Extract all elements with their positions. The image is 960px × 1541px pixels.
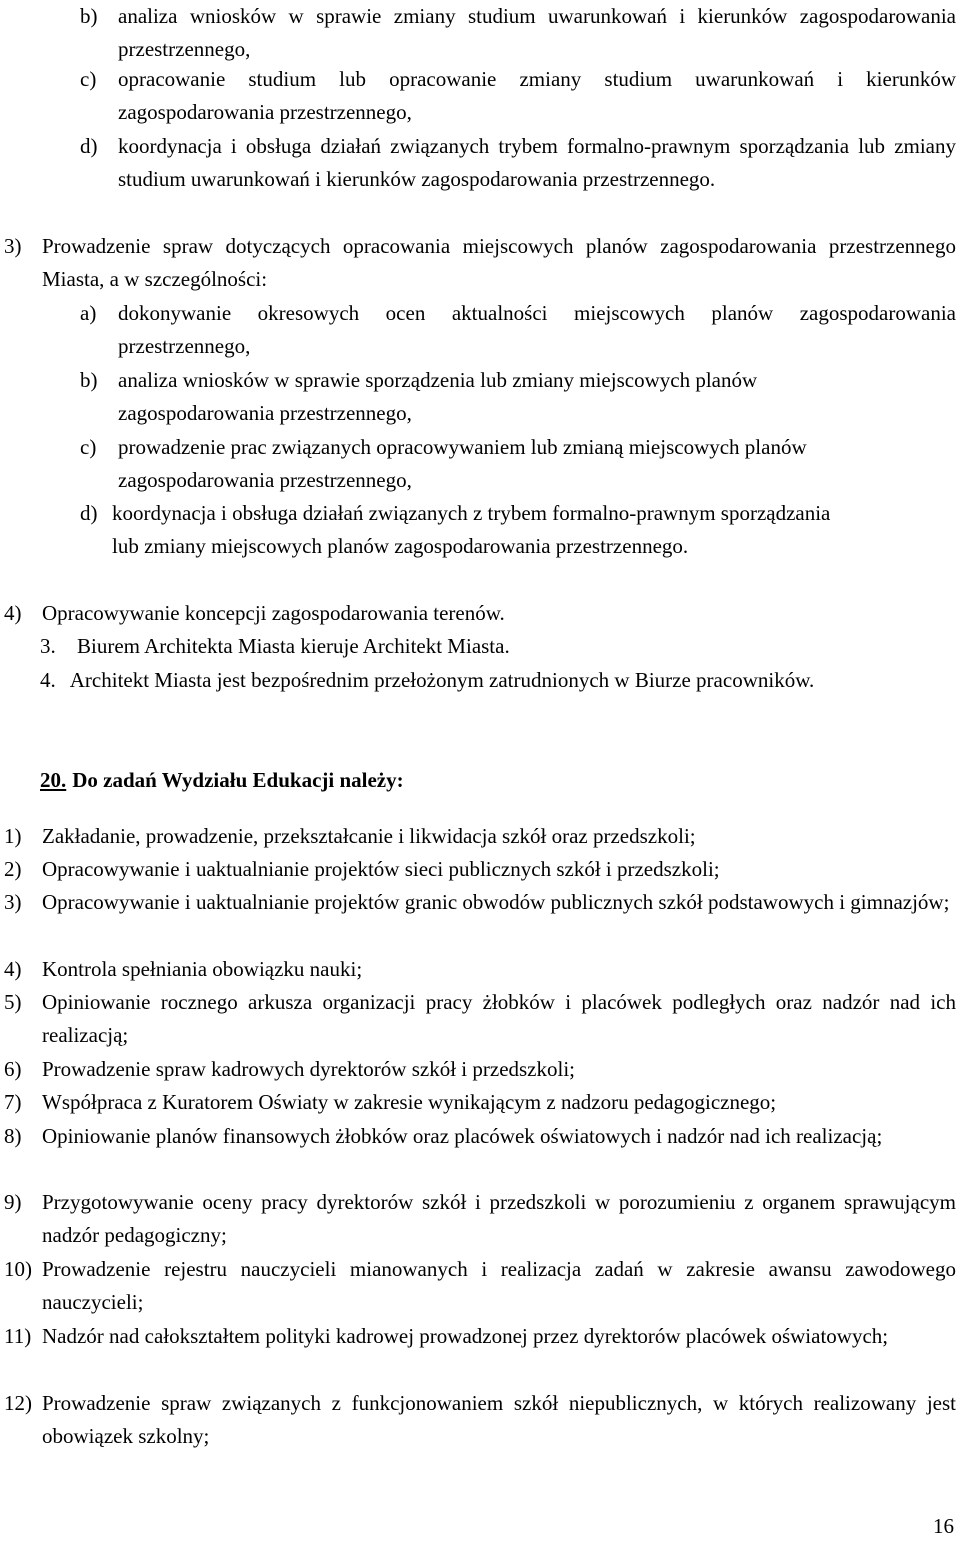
item-text: analiza wniosków w sprawie zmiany studium uwarunkowań i kierunków zagospodarowania przestrzennego, <box>118 4 956 62</box>
item-text: Nadzór nad całokształtem polityki kadrowej prowadzonej przez dyrektorów placówek oświatowych; <box>42 1324 889 1348</box>
list-item <box>4 1120 956 1153</box>
list-item <box>80 364 890 431</box>
item-label: 5) <box>4 990 22 1014</box>
item-label: 6) <box>4 1057 22 1081</box>
item-text: Prowadzenie spraw kadrowych dyrektorów szkół i przedszkoli; <box>42 1057 576 1081</box>
item-text: koordynacja i obsługa działań związanych trybem formalno-prawnym sporządzania lub zmiany studium uwarunkowań i kierunków zagospodarowania przestrzennego. <box>118 134 956 192</box>
section-heading <box>40 764 404 797</box>
list-item <box>4 230 956 297</box>
item-label: 10) <box>4 1257 32 1281</box>
list-item <box>4 1053 956 1086</box>
item-label: 9) <box>4 1190 22 1214</box>
item-label: b) <box>80 368 98 392</box>
list-item <box>80 297 956 364</box>
item-text: prowadzenie prac związanych opracowywaniem lub zmianą miejscowych planów zagospodarowania przestrzennego, <box>118 435 807 493</box>
list-item <box>80 0 956 67</box>
item-label: 4) <box>4 601 22 625</box>
section-number: 20. <box>40 768 67 792</box>
list-item <box>80 130 956 197</box>
paragraph <box>4 664 956 697</box>
paragraph-number: 3. <box>40 634 56 658</box>
item-label: 12) <box>4 1391 32 1415</box>
item-label: 4) <box>4 957 22 981</box>
item-label: b) <box>80 4 98 28</box>
section-title: Do zadań Wydziału Edukacji należy: <box>72 768 404 792</box>
list-item <box>4 597 956 630</box>
item-label: 1) <box>4 824 22 848</box>
list-item <box>4 1186 956 1253</box>
item-text: Opiniowanie rocznego arkusza organizacji pracy żłobków i placówek podległych oraz nadzór nad ich realizacją; <box>42 990 956 1048</box>
item-label: 2) <box>4 857 22 881</box>
list-item <box>4 886 956 919</box>
item-label: 7) <box>4 1090 22 1114</box>
item-text: opracowanie studium lub opracowanie zmiany studium uwarunkowań i kierunków zagospodarowania przestrzennego, <box>118 67 956 125</box>
item-text: koordynacja i obsługa działań związanych z trybem formalno-prawnym sporządzania lub zmiany miejscowych planów zagospodarowania przestrzennego. <box>112 501 831 559</box>
paragraph <box>40 630 956 663</box>
item-label: c) <box>80 435 97 459</box>
item-label: a) <box>80 301 97 325</box>
list-item <box>4 820 956 853</box>
page-number: 16 <box>933 1514 954 1538</box>
item-label: 11) <box>4 1324 32 1348</box>
item-label: 3) <box>4 890 22 914</box>
paragraph-text: Biurem Architekta Miasta kieruje Architekt Miasta. <box>77 634 510 658</box>
list-item <box>4 1086 956 1119</box>
item-label: c) <box>80 67 97 91</box>
list-item <box>80 497 850 564</box>
list-item <box>4 953 956 986</box>
item-text: Prowadzenie spraw związanych z funkcjonowaniem szkół niepublicznych, w których realizowany jest obowiązek szkolny; <box>42 1391 956 1449</box>
item-text: Prowadzenie spraw dotyczących opracowania miejscowych planów zagospodarowania przestrzennego Miasta, a w szczególności: <box>42 234 956 292</box>
item-text: Opiniowanie planów finansowych żłobków oraz placówek oświatowych i nadzór nad ich realizacją; <box>42 1124 883 1148</box>
item-text: Prowadzenie rejestru nauczycieli mianowanych i realizacja zadań w zakresie awansu zawodowego nauczycieli; <box>42 1257 956 1315</box>
paragraph-text: Architekt Miasta jest bezpośrednim przełożonym zatrudnionych w Biurze pracowników. <box>69 668 815 692</box>
item-label: 3) <box>4 234 22 258</box>
item-text: Współpraca z Kuratorem Oświaty w zakresie wynikającym z nadzoru pedagogicznego; <box>42 1090 777 1114</box>
item-text: Przygotowywanie oceny pracy dyrektorów szkół i przedszkoli w porozumieniu z organem sprawującym nadzór pedagogiczny; <box>42 1190 956 1248</box>
list-item <box>80 63 956 130</box>
item-text: Kontrola spełniania obowiązku nauki; <box>42 957 363 981</box>
list-item <box>4 853 956 886</box>
item-text: Opracowywanie koncepcji zagospodarowania terenów. <box>42 601 505 625</box>
paragraph-number: 4. <box>40 668 56 692</box>
list-item <box>4 986 956 1053</box>
list-item <box>80 431 880 498</box>
item-label: 8) <box>4 1124 22 1148</box>
item-text: dokonywanie okresowych ocen aktualności miejscowych planów zagospodarowania przestrzennego, <box>118 301 956 359</box>
item-label: d) <box>80 501 98 525</box>
list-item <box>4 1320 956 1353</box>
item-text: Zakładanie, prowadzenie, przekształcanie i likwidacja szkół oraz przedszkoli; <box>42 824 696 848</box>
item-label: d) <box>80 134 98 158</box>
list-item <box>4 1387 956 1454</box>
item-text: analiza wniosków w sprawie sporządzenia lub zmiany miejscowych planów zagospodarowania przestrzennego, <box>118 368 758 426</box>
item-text: Opracowywanie i uaktualnianie projektów granic obwodów publicznych szkół podstawowych i gimnazjów; <box>42 890 950 914</box>
item-text: Opracowywanie i uaktualnianie projektów sieci publicznych szkół i przedszkoli; <box>42 857 720 881</box>
list-item <box>4 1253 956 1320</box>
